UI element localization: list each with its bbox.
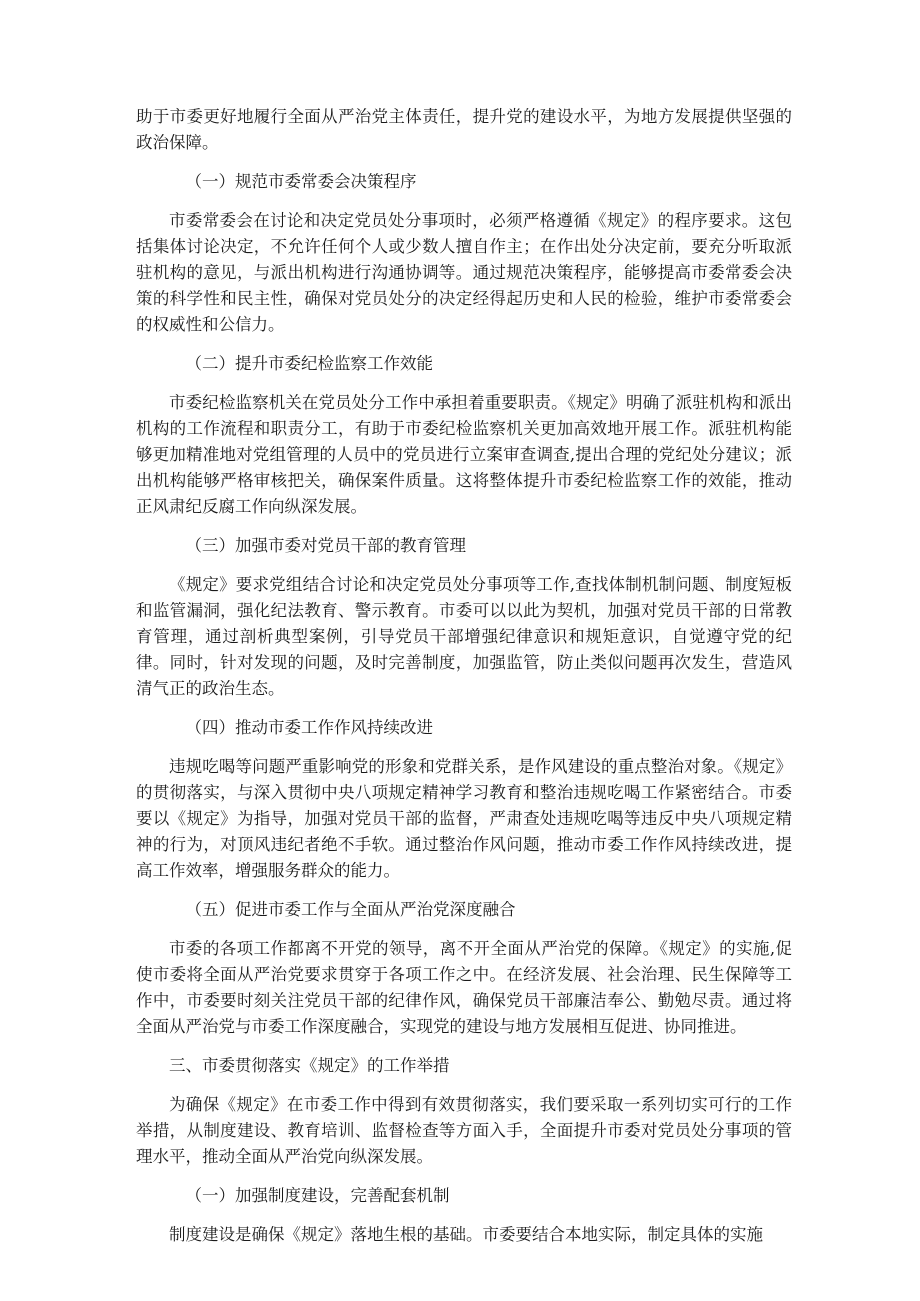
- paragraph-continued: 助于市委更好地履行全面从严治党主体责任，提升党的建设水平，为地方发展提供坚强的政治保障。: [136, 107, 792, 152]
- section-heading-1-2: （二）提升市委纪检监察工作效能: [185, 354, 433, 373]
- section-heading-1-3: （三）加强市委对党员干部的教育管理: [185, 536, 466, 555]
- paragraph: 违规吃喝等问题严重影响党的形象和党群关系，是作风建设的重点整治对象。《规定》的贯彻落实，与深入贯彻中央八项规定精神学习教育和整治违规吃喝工作紧密结合。市委要以《规定》为指导，加强对党员干部的监督，严肃查处违规吃喝等违反中央八项规定精神的行为，对顶风违纪者绝不手软。通过整治作风问题，推动市委工作作风持续改进，提高工作效率，增强服务群众的能力。: [136, 757, 792, 880]
- paragraph: 为确保《规定》在市委工作中得到有效贯彻落实，我们要采取一系列切实可行的工作举措，从制度建设、教育培训、监督检查等方面入手，全面提升市委对党员处分事项的管理水平，推动全面从严治党向纵深发展。: [136, 1095, 792, 1166]
- paragraph: 《规定》要求党组结合讨论和决定党员处分事项等工作,查找体制机制问题、制度短板和监管漏洞，强化纪法教育、警示教育。市委可以以此为契机，加强对党员干部的日常教育管理，通过剖析典型案例，引导党员干部增强纪律意识和规矩意识，自觉遵守党的纪律。同时，针对发现的问题，及时完善制度，加强监管，防止类似问题再次发生，营造风清气正的政治生态。: [136, 575, 792, 698]
- section-heading-1-4: （四）推动市委工作作风持续改进: [185, 718, 433, 737]
- paragraph: 市委纪检监察机关在党员处分工作中承担着重要职责。《规定》明确了派驻机构和派出机构的工作流程和职责分工，有助于市委纪检监察机关更加高效地开展工作。派驻机构能够更加精准地对党组管理的人员中的党员进行立案审查调查,提出合理的党纪处分建议；派出机构能够严格审核把关，确保案件质量。这将整体提升市委纪检监察工作的效能，推动正风肃纪反腐工作向纵深发展。: [136, 393, 792, 516]
- document-body: [136, 104, 792, 1261]
- section-heading-3-1: （一）加强制度建设，完善配套机制: [185, 1186, 450, 1205]
- chapter-heading-3: 三、市委贯彻落实《规定》的工作举措: [169, 1056, 450, 1075]
- paragraph: 市委常委会在讨论和决定党员处分事项时，必须严格遵循《规定》的程序要求。这包括集体讨论决定，不允许任何个人或少数人擅自作主；在作出处分决定前，要充分听取派驻机构的意见，与派出机构进行沟通协调等。通过规范决策程序，能够提高市委常委会决策的科学性和民主性，确保对党员处分的决定经得起历史和人民的检验，维护市委常委会的权威性和公信力。: [136, 211, 792, 334]
- paragraph: 市委的各项工作都离不开党的领导，离不开全面从严治党的保障。《规定》的实施,促使市委将全面从严治党要求贯穿于各项工作之中。在经济发展、社会治理、民生保障等工作中，市委要时刻关注党员干部的纪律作风，确保党员干部廉洁奉公、勤勉尽责。通过将全面从严治党与市委工作深度融合，实现党的建设与地方发展相互促进、协同推进。: [136, 939, 792, 1036]
- paragraph-truncated: 制度建设是确保《规定》落地生根的基础。市委要结合本地实际，制定具体的实施: [169, 1225, 763, 1244]
- section-heading-1-1: （一）规范市委常委会决策程序: [185, 172, 417, 191]
- section-heading-1-5: （五）促进市委工作与全面从严治党深度融合: [185, 900, 516, 919]
